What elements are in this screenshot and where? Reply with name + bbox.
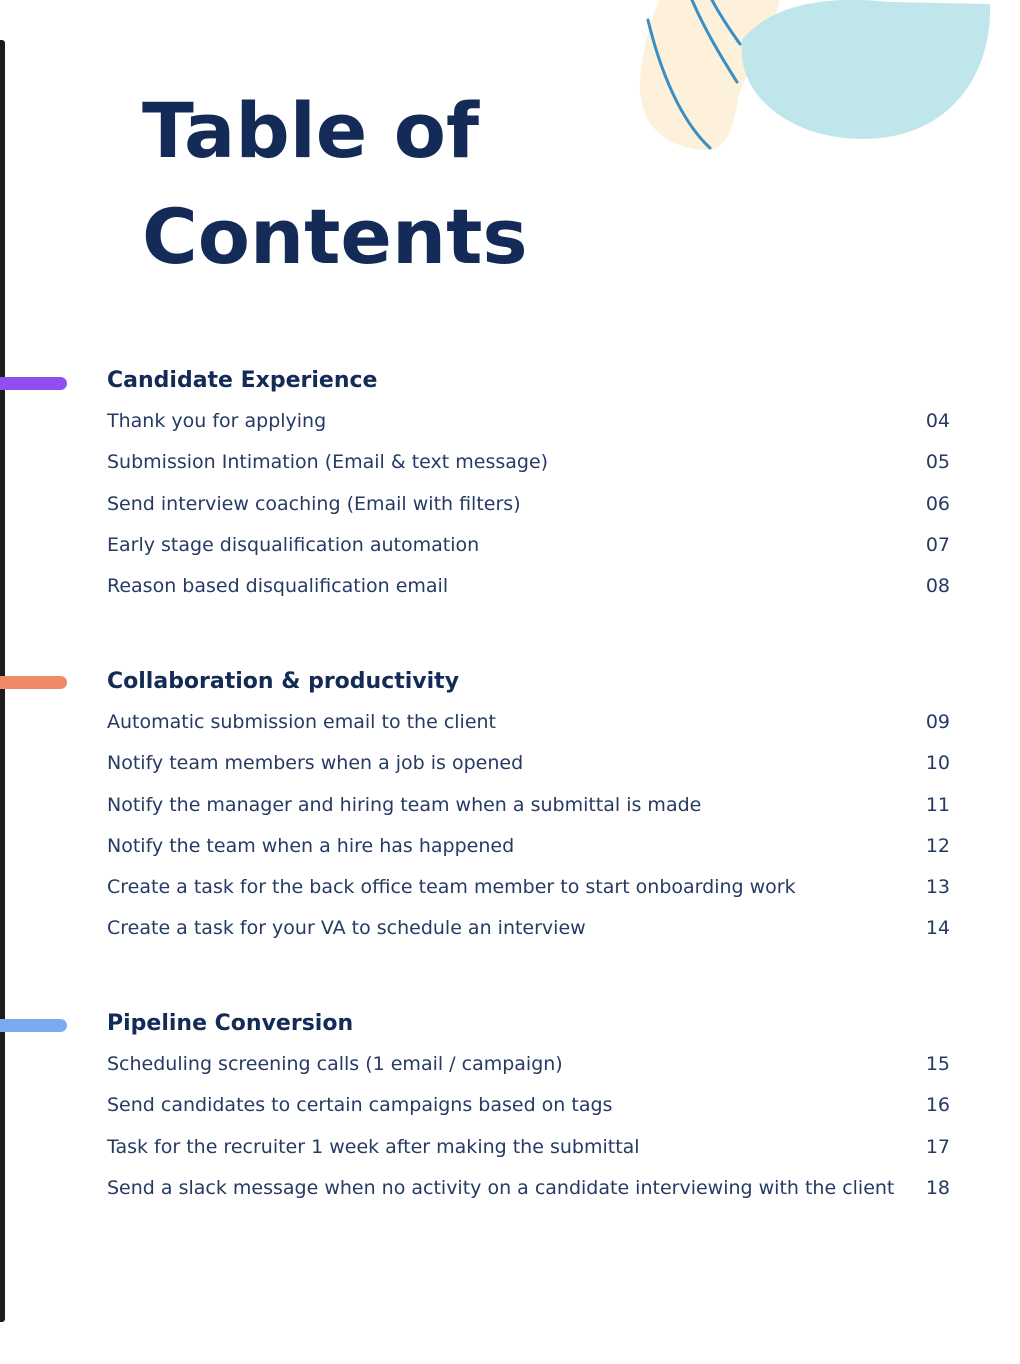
entry-page-number: 09 — [925, 711, 950, 733]
section-heading: Pipeline Conversion — [107, 1011, 354, 1036]
toc-entry[interactable] — [107, 707, 950, 748]
toc-entry[interactable] — [107, 530, 950, 571]
entry-page-number: 07 — [925, 533, 950, 556]
section-marker-pipeline — [0, 1019, 67, 1032]
toc-entry[interactable] — [107, 489, 950, 530]
entry-page-number: 06 — [925, 492, 950, 515]
entry-page-number: 18 — [925, 1176, 950, 1199]
toc-entry[interactable] — [107, 913, 950, 954]
toc-entry[interactable] — [107, 748, 950, 789]
entry-label: Send candidates to certain campaigns based on tags — [107, 1094, 613, 1117]
title-line-1: Table of — [142, 86, 480, 175]
entry-page-number: 11 — [925, 793, 950, 816]
entry-page-number: 04 — [925, 410, 950, 432]
entry-label: Notify the manager and hiring team when a submittal is made — [107, 793, 702, 816]
entry-page-number: 15 — [925, 1053, 950, 1075]
toc-entry[interactable] — [107, 571, 950, 612]
entry-label: Send interview coaching (Email with filters) — [107, 492, 521, 515]
entry-page-number: 12 — [925, 834, 950, 857]
toc-entry-list — [107, 707, 950, 955]
entry-label: Thank you for applying — [107, 410, 327, 432]
entry-page-number: 05 — [925, 451, 950, 474]
entry-label: Send a slack message when no activity on a candidate interviewing with the client — [107, 1176, 895, 1199]
entry-page-number: 13 — [925, 876, 950, 899]
toc-entry[interactable] — [107, 1049, 950, 1090]
entry-page-number: 08 — [925, 575, 950, 598]
entry-label: Create a task for your VA to schedule an interview — [107, 917, 586, 940]
toc-entry-list — [107, 406, 950, 612]
section-heading: Candidate Experience — [107, 368, 378, 393]
entry-page-number: 10 — [925, 752, 950, 775]
toc-entry[interactable] — [107, 1090, 950, 1131]
entry-label: Scheduling screening calls (1 email / campaign) — [107, 1053, 563, 1075]
toc-entry-list — [107, 1049, 950, 1214]
entry-label: Create a task for the back office team member to start onboarding work — [107, 876, 796, 899]
entry-page-number: 14 — [925, 917, 950, 940]
toc-entry[interactable] — [107, 831, 950, 872]
entry-label: Notify team members when a job is opened — [107, 752, 524, 775]
toc-entry[interactable] — [107, 790, 950, 831]
entry-page-number: 16 — [925, 1094, 950, 1117]
decorative-shapes — [620, 0, 1020, 170]
entry-page-number: 17 — [925, 1135, 950, 1158]
entry-label: Automatic submission email to the client — [107, 711, 497, 733]
teal-shape — [741, 0, 990, 139]
title-line-2: Contents — [142, 192, 528, 281]
entry-label: Notify the team when a hire has happened — [107, 834, 515, 857]
page-title — [142, 78, 602, 290]
toc-entry[interactable] — [107, 406, 950, 447]
section-marker-candidate-experience — [0, 377, 67, 390]
section-marker-collaboration — [0, 676, 67, 689]
entry-label: Task for the recruiter 1 week after making the submittal — [107, 1135, 640, 1158]
entry-label: Early stage disqualification automation — [107, 533, 480, 556]
section-heading: Collaboration & productivity — [107, 669, 460, 694]
toc-entry[interactable] — [107, 1173, 950, 1214]
entry-label: Submission Intimation (Email & text message) — [107, 451, 549, 474]
entry-label: Reason based disqualification email — [107, 575, 449, 598]
toc-entry[interactable] — [107, 447, 950, 488]
toc-entry[interactable] — [107, 872, 950, 913]
toc-entry[interactable] — [107, 1132, 950, 1173]
